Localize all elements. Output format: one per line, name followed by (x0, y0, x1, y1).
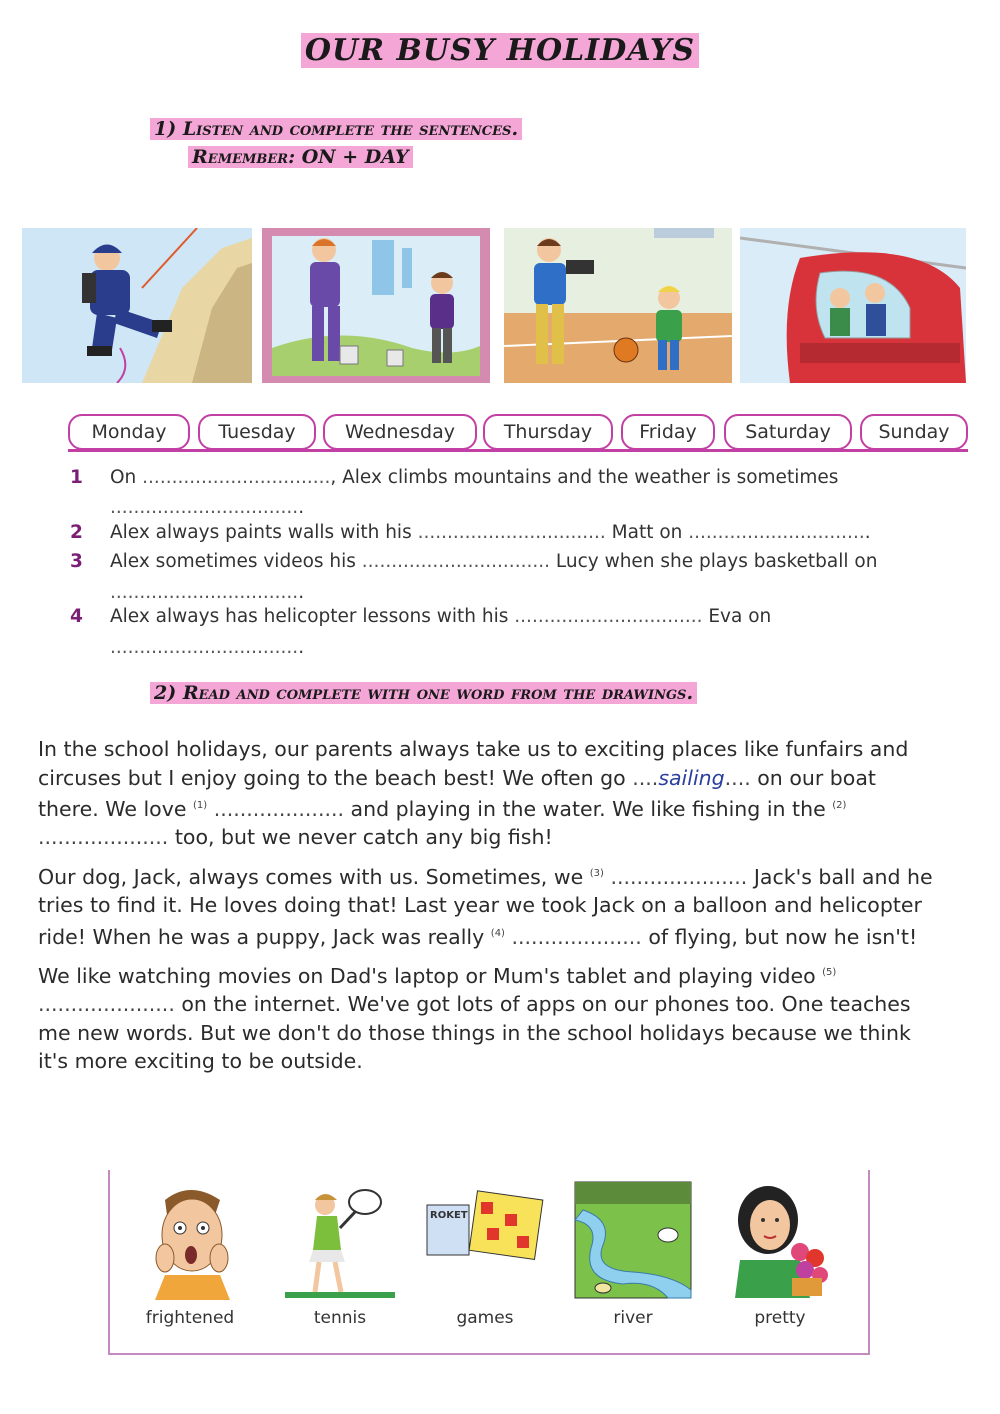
word-river (568, 1180, 698, 1328)
gap-2[interactable]: .................... (38, 825, 169, 850)
word-label: tennis (313, 1308, 367, 1328)
day-sunday: Sunday (860, 414, 968, 450)
paragraph-text: Jack's ball and he tries to find it. He loves doing that! Last year we took Jack on a balloon and helicopter ride! When he was a puppy, Jack was really (38, 864, 933, 949)
gap-1[interactable]: .................... (213, 796, 345, 821)
blank[interactable]: ................................ (514, 606, 703, 627)
sentence-number: 2 (70, 522, 83, 543)
days-of-week (68, 414, 968, 452)
sentence-4-line-2 (110, 637, 304, 658)
blank[interactable]: ................................ (110, 497, 299, 518)
river-icon (573, 1180, 693, 1300)
sentence-text: . (298, 637, 305, 658)
example-answer: sailing (658, 765, 725, 790)
paragraph-text: on the internet. We've got lots of apps on our phones too. One teaches me new words. But we don't do those things in the school holidays because we think it's more exciting to be outside. (38, 992, 911, 1074)
exercise-1-instruction: 1) Listen and complete the sentences. (150, 118, 522, 140)
word-label: pretty (754, 1308, 806, 1328)
tennis-player-icon (285, 1180, 395, 1300)
sentence-3-line-2 (110, 582, 304, 603)
sentence-text: . (298, 497, 305, 518)
paragraph-text: of flying, but now he isn't! (648, 924, 918, 949)
sentence-number: 4 (70, 606, 83, 627)
paragraph-text: on our boat there. We love (38, 765, 876, 821)
sentence-text: On (110, 467, 143, 488)
paragraph-text: and playing in the water. We like fishing in the (350, 796, 826, 821)
day-thursday: Thursday (483, 414, 613, 450)
game-box-label: ROKET (430, 1210, 468, 1221)
word-bank-box (108, 1170, 870, 1355)
sentence-1 (70, 467, 838, 488)
climbing-picture (22, 228, 252, 383)
word-games (420, 1180, 550, 1328)
pretty-girl-icon (720, 1180, 840, 1300)
exercise-2-heading (150, 682, 697, 704)
gap-3[interactable]: ..................... (610, 864, 748, 889)
day-friday: Friday (621, 414, 715, 450)
sentence-4 (70, 606, 771, 627)
paragraph-text: In the school holidays, our parents always take us to exciting places like funfairs and circuses but I enjoy going to the beach best! We often go (38, 737, 909, 790)
reading-text (38, 735, 938, 1084)
gap-number-4: (4) (490, 927, 505, 939)
blank[interactable]: ................................ (110, 637, 299, 658)
example-blank[interactable]: ....sailing.... (632, 765, 751, 790)
paragraph-3 (38, 959, 938, 1076)
paragraph-text: We like watching movies on Dad's laptop or Mum's tablet and playing video (38, 963, 816, 988)
exercise-1-heading (150, 118, 522, 168)
sentence-text: Matt on (605, 522, 689, 543)
paragraph-text: Our dog, Jack, always comes with us. Sometimes, we (38, 864, 584, 889)
sentence-number: 3 (70, 551, 83, 572)
sentence-text: , Alex climbs mountains and the weather is sometimes (330, 467, 839, 488)
blank[interactable]: .............................. (688, 522, 865, 543)
word-label: games (456, 1308, 514, 1328)
word-pretty (715, 1180, 845, 1328)
blank[interactable]: ................................ (361, 551, 550, 572)
word-label: river (613, 1308, 653, 1328)
paragraph-1 (38, 735, 938, 852)
sentence-text: Eva on (702, 606, 772, 627)
gap-5[interactable]: ..................... (38, 992, 175, 1017)
gap-4[interactable]: .................... (511, 924, 642, 949)
basketball-picture (504, 228, 732, 383)
sentence-3 (70, 551, 877, 572)
gap-number-3: (3) (589, 867, 604, 879)
day-tuesday: Tuesday (198, 414, 316, 450)
helicopter-picture (740, 228, 966, 383)
word-label: frightened (145, 1308, 235, 1328)
sentence-text: Lucy when she plays basketball on (549, 551, 878, 572)
paragraph-2 (38, 860, 938, 951)
exercise-2-instruction: 2) Read and complete with one word from the drawings. (150, 682, 697, 704)
board-game-icon (425, 1180, 545, 1300)
blank[interactable]: ................................ (417, 522, 606, 543)
word-frightened (125, 1180, 255, 1328)
sentence-number: 1 (70, 467, 83, 488)
sentence-text: . (864, 522, 871, 543)
sentence-text: Alex sometimes videos his (110, 551, 362, 572)
sentence-text: Alex always paints walls with his (110, 522, 418, 543)
day-monday: Monday (68, 414, 190, 450)
sentence-1-line-2 (110, 497, 304, 518)
word-tennis (275, 1180, 405, 1328)
page-title: OUR BUSY HOLIDAYS (0, 33, 1000, 68)
sentence-text: . (298, 582, 305, 603)
day-saturday: Saturday (724, 414, 852, 450)
gap-number-1: (1) (192, 800, 208, 811)
painting-picture (262, 228, 490, 383)
blank[interactable]: ................................ (110, 582, 299, 603)
gap-number-2: (2) (832, 800, 847, 811)
gap-number-5: (5) (822, 966, 837, 978)
day-wednesday: Wednesday (323, 414, 477, 450)
paragraph-text: too, but we never catch any big fish! (174, 825, 553, 850)
sentence-2 (70, 522, 871, 543)
sentence-text: Alex always has helicopter lessons with his (110, 606, 515, 627)
exercise-1-reminder: Remember: ON + DAY (188, 146, 413, 168)
blank[interactable]: ................................ (142, 467, 331, 488)
frightened-boy-icon (135, 1180, 245, 1300)
